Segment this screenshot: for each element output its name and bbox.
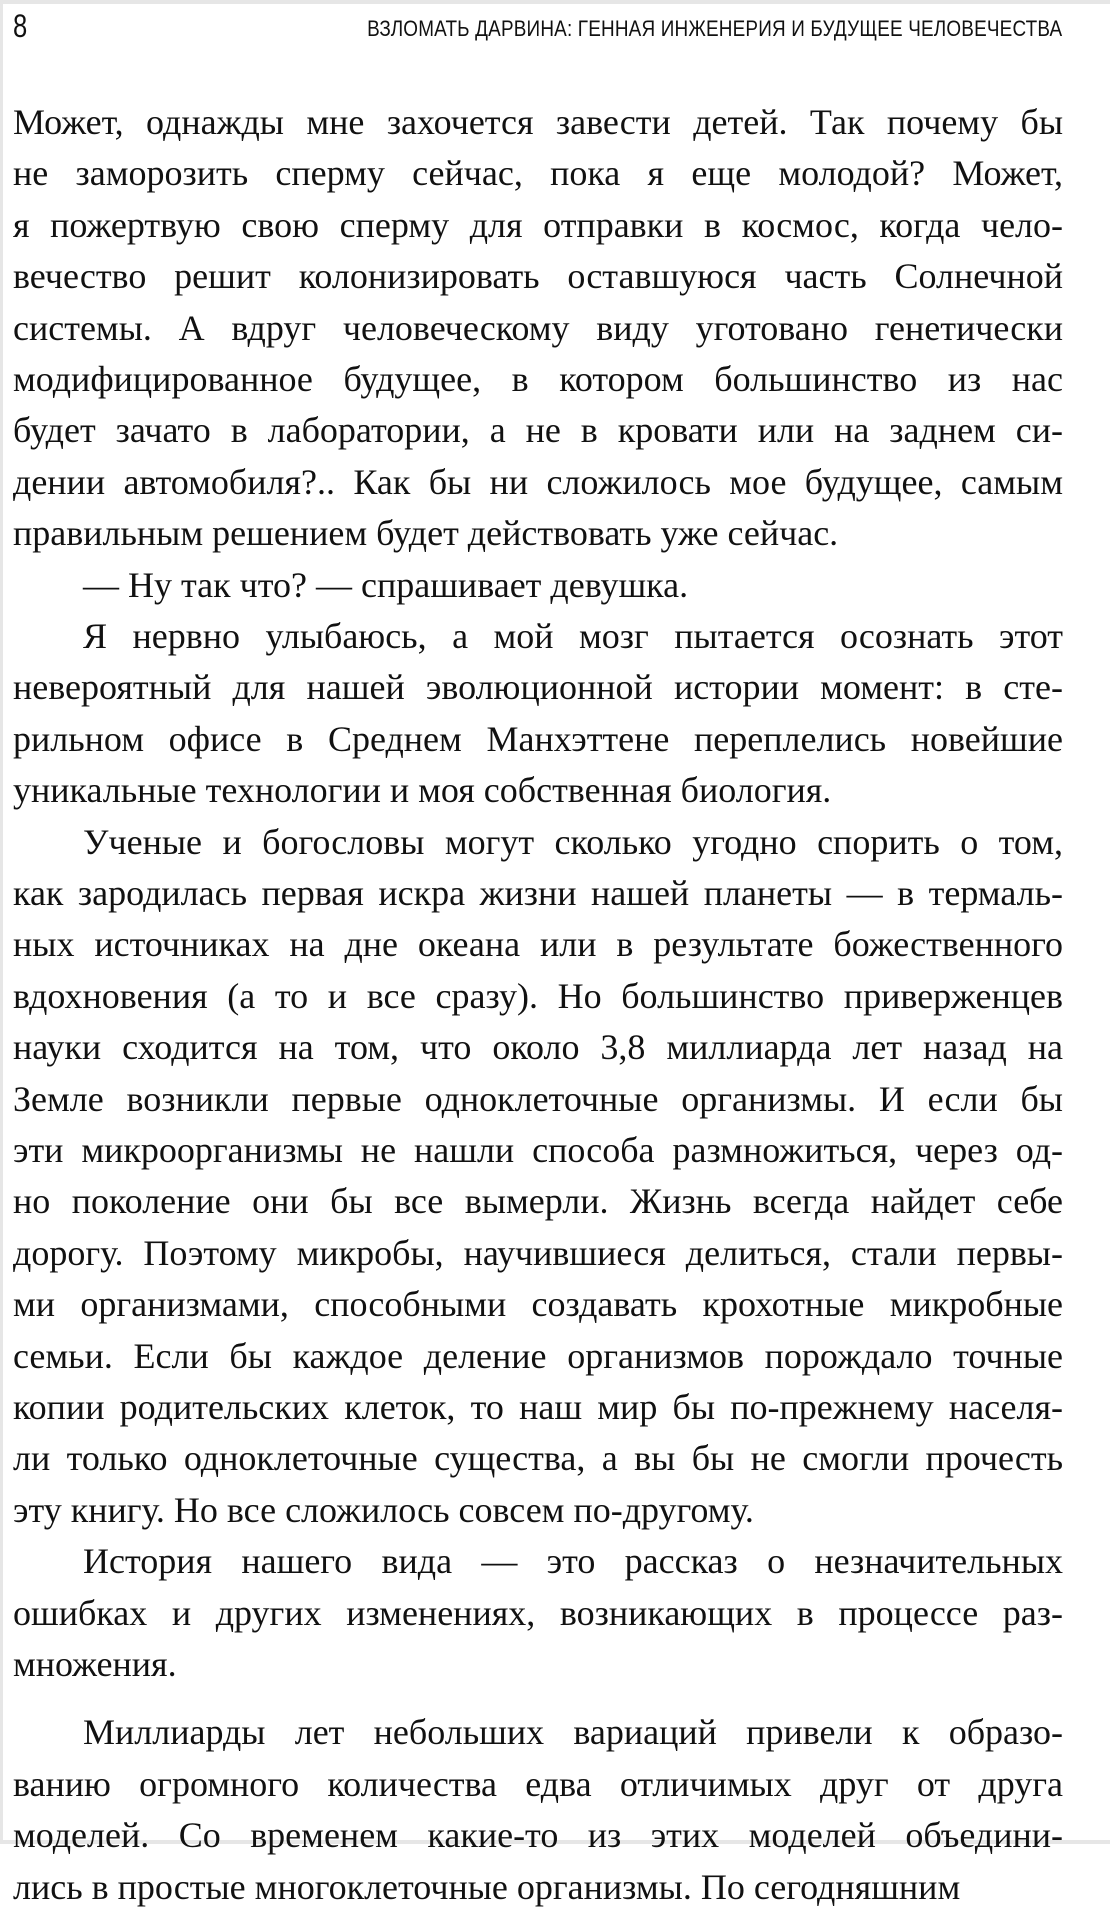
text-line: ошибках и других изменениях, возникающих в процессе раз- <box>13 1592 1063 1633</box>
text-line: семьи. Если бы каждое деление организмов порождало точные <box>13 1335 1063 1376</box>
text-line: уникальные технологии и моя собственная биология. <box>13 770 832 811</box>
text-line: лись в простые многоклеточные организмы. По сегодняшним <box>13 1866 961 1907</box>
text-line: невероятный для нашей эволюционной истории момент: в сте- <box>13 667 1063 708</box>
text-line: как зародилась первая искра жизни нашей планеты — в термаль- <box>13 873 1063 913</box>
text-line: ных источниках на дне океана или в результате божественного <box>13 924 1063 965</box>
text-line: системы. А вдруг человеческому виду уготовано генетически <box>13 307 1063 348</box>
text-line: науки сходится на том, что около 3,8 миллиарда лет назад на <box>13 1027 1063 1068</box>
text-line: ли только одноклеточные существа, а вы бы не смогли прочесть <box>13 1438 1063 1479</box>
text-line: будет зачато в лаборатории, а не в кровати или на заднем си- <box>13 410 1063 451</box>
text-line: вечество решит колонизировать оставшуюся часть Солнечной <box>13 256 1063 297</box>
text-line: Земле возникли первые одноклеточные организмы. И если бы <box>13 1078 1063 1119</box>
running-title: ВЗЛОМАТЬ ДАРВИНА: ГЕННАЯ ИНЖЕНЕРИЯ И БУДУЩЕЕ ЧЕЛОВЕЧЕСТВА <box>366 16 1062 41</box>
text-line: ми организмами, способными создавать крохотные микробные <box>13 1284 1063 1325</box>
text-line: эту книгу. Но все сложилось совсем по-другому. <box>13 1489 754 1530</box>
text-line: ванию огромного количества едва отличимых друг от друга <box>13 1763 1063 1804</box>
text-line: моделей. Со временем какие-то из этих моделей объедини- <box>13 1815 1063 1856</box>
text-line: Ученые и богословы могут сколько угодно спорить о том, <box>83 821 1063 862</box>
text-line: — Ну так что? — спрашивает девушка. <box>83 564 689 605</box>
text-line: я пожертвую свою сперму для отправки в космос, когда чело- <box>13 204 1063 245</box>
text-line: копии родительских клеток, то наш мир бы по-прежнему населя- <box>13 1387 1063 1427</box>
text-line: эти микроорганизмы не нашли способа размножиться, через од- <box>13 1130 1063 1170</box>
text-line: не заморозить сперму сейчас, пока я еще молодой? Может, <box>13 153 1063 194</box>
text-line: Миллиарды лет небольших вариаций привели к образо- <box>83 1712 1063 1753</box>
text-line: Может, однажды мне захочется завести детей. Так почему бы <box>13 102 1063 142</box>
text-line: множения. <box>13 1644 177 1684</box>
text-line: правильным решением будет действовать уже сейчас. <box>13 513 839 554</box>
text-line: вдохновения (а то и все сразу). Но большинство приверженцев <box>13 975 1063 1016</box>
text-line: дорогу. Поэтому микробы, научившиеся делиться, стали первы- <box>13 1232 1063 1273</box>
text-line: Я нервно улыбаюсь, а мой мозг пытается осознать этот <box>83 616 1063 656</box>
page-number: 8 <box>13 8 28 44</box>
text-line: История нашего вида — это рассказ о незначительных <box>83 1541 1063 1582</box>
text-line: дении автомобиля?.. Как бы ни сложилось мое будущее, самым <box>13 461 1063 502</box>
text-line: рильном офисе в Среднем Манхэттене переплелись новейшие <box>13 718 1063 759</box>
text-line: но поколение они бы все вымерли. Жизнь всегда найдет себе <box>13 1181 1063 1222</box>
text-line: модифицированное будущее, в котором большинство из нас <box>13 359 1063 399</box>
